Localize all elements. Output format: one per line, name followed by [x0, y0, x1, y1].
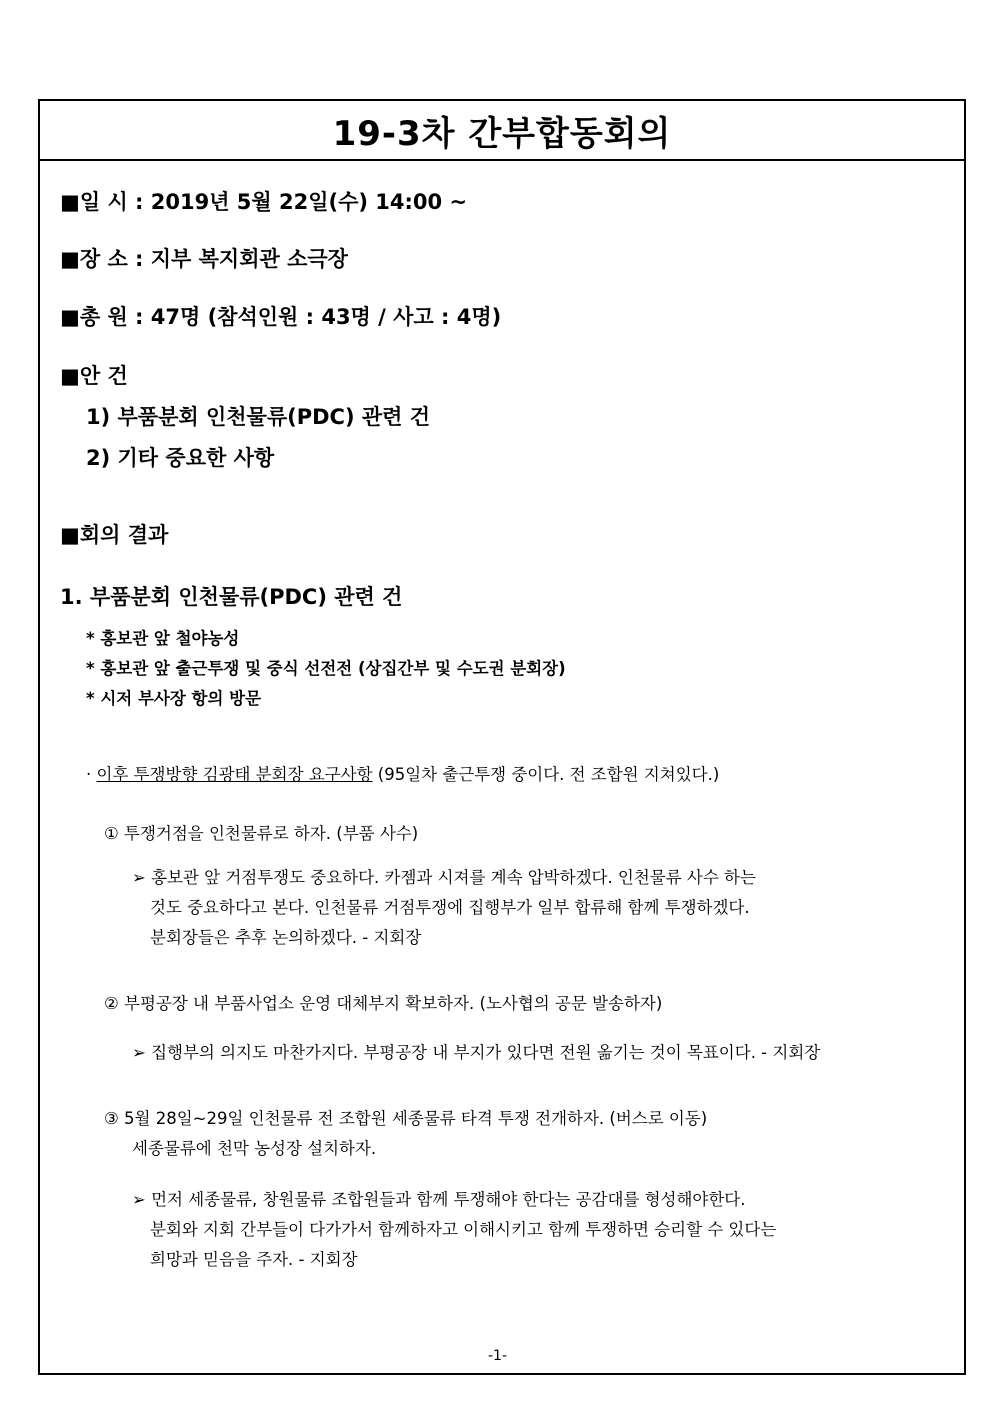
demands-line	[86, 761, 719, 785]
demand-item-1: ① 투쟁거점을 인천물류로 하자. (부품 사수)	[104, 824, 419, 843]
response-line: 희망과 믿음을 주자. - 지회장	[150, 1250, 358, 1269]
agenda-heading: ■안 건	[60, 364, 128, 388]
result-heading: ■회의 결과	[60, 523, 169, 547]
bullet-item: * 시저 부사장 항의 방문	[86, 689, 262, 708]
page-number: -1-	[488, 1348, 508, 1364]
demand-item-3-cont: 세종물류에 천막 농성장 설치하자.	[132, 1139, 377, 1158]
document-frame	[38, 99, 966, 1375]
response-line: ➢ 집행부의 의지도 마찬가지다. 부평공장 내 부지가 있다면 전원 옮기는 것이 목표이다. - 지회장	[132, 1043, 821, 1062]
demands-title: 이후 투쟁방향 김광태 분회장 요구사항	[96, 765, 373, 784]
response-line: 분회와 지회 간부들이 다가가서 함께하자고 이해시키고 함께 투쟁하면 승리할 수 있다는	[150, 1220, 777, 1239]
section-heading: 1. 부품분회 인천물류(PDC) 관련 건	[60, 585, 403, 609]
meeting-date: ■일 시 : 2019년 5월 22일(수) 14:00 ~	[60, 190, 468, 214]
meeting-attendance: ■총 원 : 47명 (참석인원 : 43명 / 사고 : 4명)	[60, 305, 502, 329]
response-line: ➢ 먼저 세종물류, 창원물류 조합원들과 함께 투쟁해야 한다는 공감대를 형성해야한다.	[132, 1190, 746, 1209]
bullet-item: * 홍보관 앞 철야농성	[86, 629, 240, 648]
response-line: ➢ 홍보관 앞 거점투쟁도 중요하다. 카젬과 시져를 계속 압박하겠다. 인천물류 사수 하는	[132, 868, 756, 887]
demands-prefix: ·	[86, 765, 97, 784]
agenda-item: 2) 기타 중요한 사항	[86, 446, 275, 470]
bullet-item: * 홍보관 앞 출근투쟁 및 중식 선전전 (상집간부 및 수도권 분회장)	[86, 659, 566, 678]
response-line: 분회장들은 추후 논의하겠다. - 지회장	[150, 928, 422, 947]
page-title: 19-3차 간부합동회의	[332, 113, 672, 154]
title-row	[40, 101, 964, 161]
response-line: 것도 중요하다고 본다. 인천물류 거점투쟁에 집행부가 일부 합류해 함께 투쟁하겠다.	[150, 898, 750, 917]
meeting-place: ■장 소 : 지부 복지회관 소극장	[60, 247, 348, 271]
agenda-item: 1) 부품분회 인천물류(PDC) 관련 건	[86, 405, 431, 429]
demand-item-2: ② 부평공장 내 부품사업소 운영 대체부지 확보하자. (노사협의 공문 발송하자)	[104, 994, 663, 1013]
demands-note: (95일차 출근투쟁 중이다. 전 조합원 지쳐있다.)	[372, 765, 720, 784]
demand-item-3: ③ 5월 28일~29일 인천물류 전 조합원 세종물류 타격 투쟁 전개하자. (버스로 이동)	[104, 1109, 708, 1128]
